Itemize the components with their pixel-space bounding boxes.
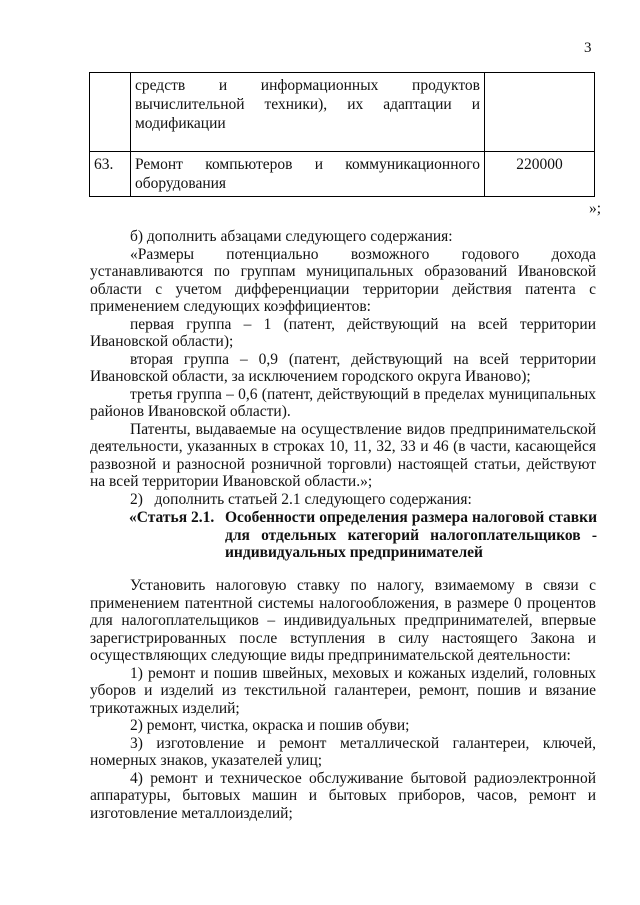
article-number: «Статья 2.1. (129, 509, 215, 526)
row-value-cell (485, 73, 595, 152)
row-number-cell (90, 73, 131, 152)
row-text-line: модификации (135, 115, 226, 132)
table-row (90, 152, 595, 197)
row-text-line: Ремонт компьютеров и коммуникационного (135, 156, 480, 173)
paragraph: «Размеры потенциально возможного годового дохода устанавливаются по группам муниципальных образований Ивановской области с учетом дифференциации территории действия патента с применением следующих коэффициентов: (90, 245, 596, 315)
paragraph: 2) ремонт, чистка, окраска и пошив обуви; (130, 717, 410, 734)
amendment-text-block (90, 228, 596, 508)
row-name-cell (131, 73, 485, 152)
paragraph: третья группа – 0,6 (патент, действующий в пределах муниципальных районов Ивановской области). (90, 385, 596, 420)
row-text-line: оборудования (135, 175, 227, 192)
row-value-cell: 220000 (485, 152, 595, 197)
quote-end-mark: »; (589, 200, 602, 217)
row-text-line: средств и информационных продуктов (135, 77, 480, 94)
paragraph: 3) изготовление и ремонт металлической галантереи, ключей, номерных знаков, указателей улиц; (90, 734, 596, 769)
paragraph: первая группа – 1 (патент, действующий на всей территории Ивановской области); (90, 315, 596, 350)
row-name-cell (131, 152, 485, 197)
article-title: Особенности определения размера налоговой ставки для отдельных категорий налогоплательщиков - индивидуальных предпринимателей (225, 509, 597, 561)
paragraph: Установить налоговую ставку по налогу, взимаемому в связи с применением патентной системы налогообложения, в размере 0 процентов для налогоплательщиков – индивидуальных предпринимателей, впервые зарегистрированных после вступления в силу настоящего Закона и осуществляющих следующие виды предпринимательской деятельности: (90, 577, 596, 664)
paragraph: вторая группа – 0,9 (патент, действующий на всей территории Ивановской области, за исключением городского округа Иваново); (90, 350, 596, 385)
row-text-line: вычислительной техники), их адаптации и (135, 96, 480, 113)
paragraph: 4) ремонт и техническое обслуживание бытовой радиоэлектронной аппаратуры, бытовых машин и бытовых приборов, часов, ремонт и изготовление металлоизделий; (90, 769, 596, 822)
paragraph: 1) ремонт и пошив швейных, меховых и кожаных изделий, головных уборов и изделий из текстильной галантереи, ремонт, пошив и вязание трикотажных изделий; (90, 664, 596, 717)
paragraph: б) дополнить абзацами следующего содержания: (130, 228, 453, 245)
page-number: 3 (584, 40, 592, 56)
row-number-cell: 63. (90, 152, 131, 197)
table-row (90, 73, 595, 152)
services-table (89, 72, 595, 197)
paragraph: 2) дополнить статьей 2.1 следующего содержания: (130, 490, 472, 508)
article-text-block (90, 577, 596, 822)
paragraph: Патенты, выдаваемые на осуществление видов предпринимательской деятельности, указанных в строках 10, 11, 32, 33 и 46 (в части, касающейся развозной и разносной розничной торговли) настоящей статьи, действуют на всей территории Ивановской области.»; (90, 420, 596, 490)
